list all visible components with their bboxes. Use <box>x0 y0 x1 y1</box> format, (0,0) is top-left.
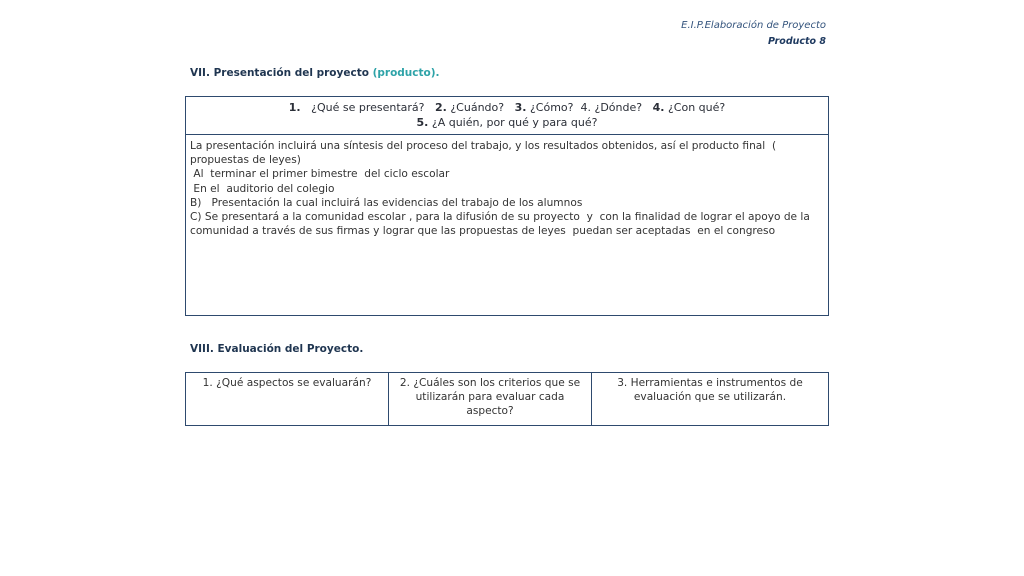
presentation-answer <box>186 135 828 242</box>
section-viii-title: VIII. Evaluación del Proyecto. <box>190 343 364 355</box>
question-where: ¿Dónde? <box>594 101 643 114</box>
evaluation-aspects-cell: 1. ¿Qué aspectos se evaluarán? <box>186 373 389 425</box>
question-when: ¿Cuándo? <box>450 101 505 114</box>
header-program: E.I.P.Elaboración de Proyecto <box>681 20 826 31</box>
question-num-4b: 4. <box>652 101 665 114</box>
question-num-3: 3. <box>514 101 527 114</box>
question-num-4a: 4. <box>580 101 591 114</box>
question-how: ¿Cómo? <box>529 101 574 114</box>
answer-line: En el auditorio del colegio <box>190 182 335 195</box>
questions-line-2 <box>186 116 828 131</box>
question-to-whom: ¿A quién, por qué y para qué? <box>431 115 598 129</box>
section-vii-title-main: VII. Presentación del proyecto <box>190 67 373 79</box>
section-vii-title <box>190 67 440 79</box>
presentation-table <box>185 96 829 316</box>
answer-line: B) Presentación la cual incluirá las evidencias del trabajo de los alumnos <box>190 196 583 209</box>
evaluation-tools-cell: 3. Herramientas e instrumentos de evaluación que se utilizarán. <box>617 377 803 404</box>
question-num-2: 2. <box>435 101 447 114</box>
questions-row <box>186 97 828 135</box>
header-product: Producto 8 <box>767 36 826 47</box>
answer-line: C) Se presentará a la comunidad escolar , para la difusión de su proyecto y con la finalidad de lograr el apoyo de la comunidad a través de sus firmas y lograr que las propuestas de leyes puedan ser aceptadas en el congreso <box>190 211 814 238</box>
evaluation-table <box>185 372 829 426</box>
section-vii-title-accent: (producto). <box>372 67 440 79</box>
answer-line: La presentación incluirá una síntesis del proceso del trabajo, y los resultados obtenidos, así el producto final ( propuestas de leyes) <box>190 140 780 167</box>
evaluation-criteria-cell: 2. ¿Cuáles son los criterios que se utilizarán para evaluar cada aspecto? <box>389 373 592 425</box>
answer-line: Al terminar el primer bimestre del ciclo escolar <box>190 168 450 181</box>
question-num-1: 1. <box>288 101 301 114</box>
question-with-what: ¿Con qué? <box>667 101 726 114</box>
document-header <box>681 18 826 50</box>
question-what: ¿Qué se presentará? <box>311 101 425 114</box>
questions-line-1 <box>186 101 828 116</box>
question-num-5: 5. <box>416 115 429 129</box>
